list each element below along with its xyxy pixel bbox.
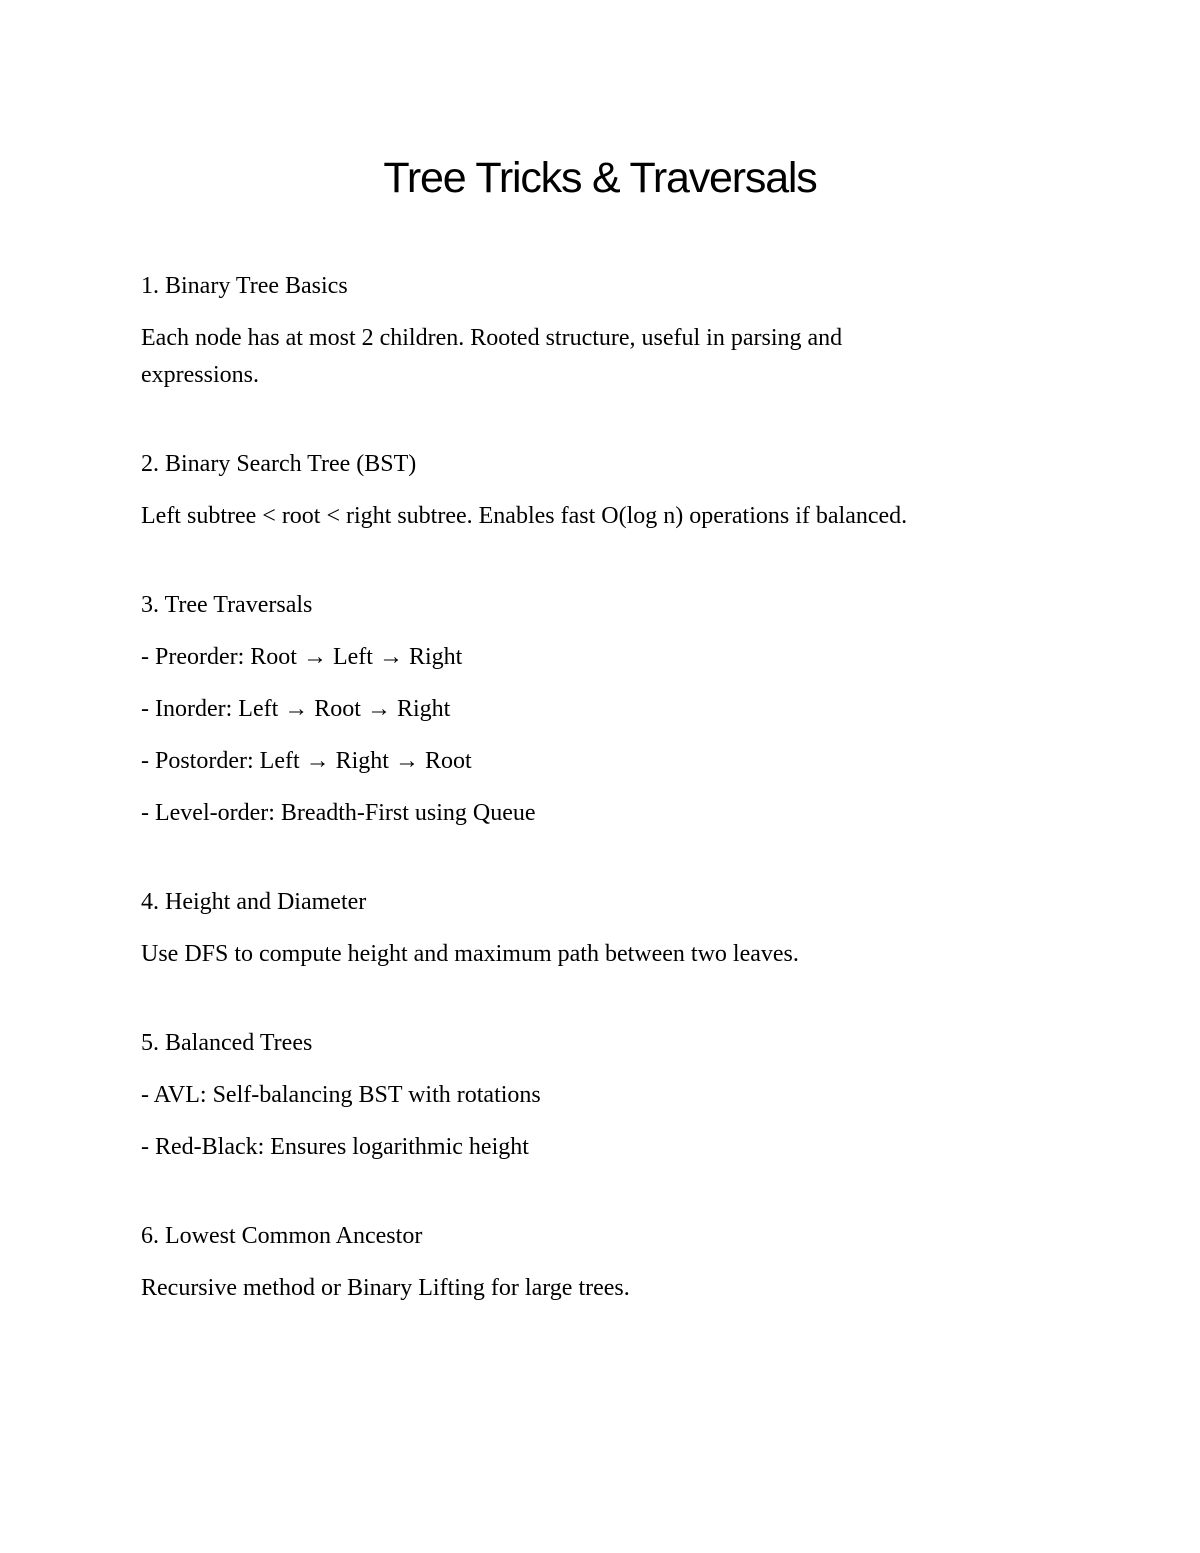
section-heading: 1. Binary Tree Basics [141,273,348,299]
list-item: - Inorder: Left → Root → Right [141,696,451,722]
section-paragraph: Left subtree < root < right subtree. Enables fast O(log n) operations if balanced. [141,503,908,529]
list-item: - Level-order: Breadth-First using Queue [141,800,536,826]
section-heading: 4. Height and Diameter [141,889,367,915]
section-paragraph: Recursive method or Binary Lifting for large trees. [141,1275,630,1301]
section-paragraph: Each node has at most 2 children. Rooted structure, useful in parsing and expressions. [141,325,843,388]
section-heading: 3. Tree Traversals [141,592,313,618]
document-body [141,268,1041,1307]
section-heading: 6. Lowest Common Ancestor [141,1223,423,1249]
list-item: - AVL: Self-balancing BST with rotations [141,1082,541,1108]
section-heading: 2. Binary Search Tree (BST) [141,451,417,477]
list-item: - Red-Black: Ensures logarithmic height [141,1134,529,1160]
list-item: - Postorder: Left → Right → Root [141,748,472,774]
section-heading: 5. Balanced Trees [141,1030,313,1056]
section-paragraph: Use DFS to compute height and maximum path between two leaves. [141,941,799,967]
document-title: Tree Tricks & Traversals [383,154,817,202]
list-item: - Preorder: Root → Left → Right [141,644,463,670]
